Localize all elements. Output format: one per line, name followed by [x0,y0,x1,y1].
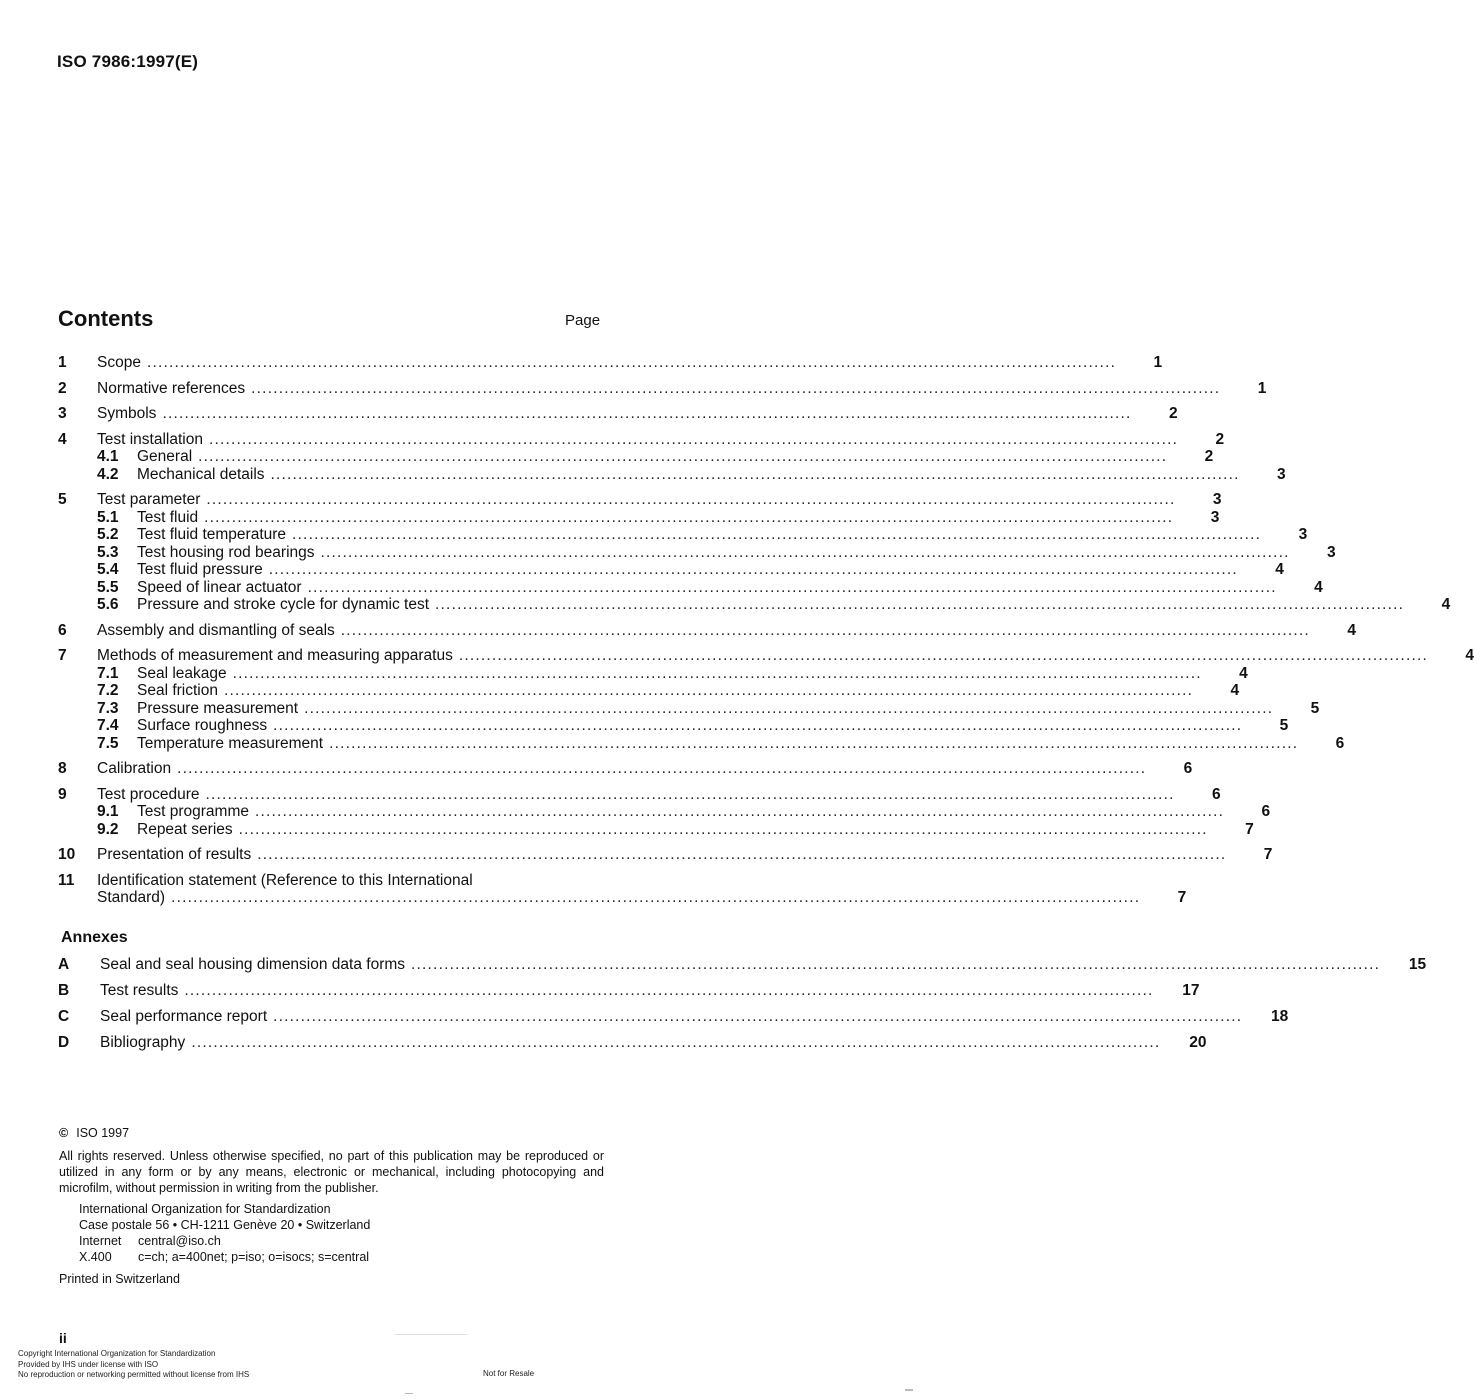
toc-subentry-title: Pressure and stroke cycle for dynamic test [137,596,430,613]
toc-entry-number: 2 [58,379,67,397]
toc-subentry-7-5[interactable] [58,734,1345,753]
toc-subentry-title: Test programme [137,803,249,820]
toc-subentry-5-5[interactable] [58,578,1323,597]
toc-subentry-number: 7.1 [97,664,119,682]
toc-entry-page: 4 [1347,621,1356,639]
toc-subentry-9-1[interactable] [58,803,1271,821]
toc-entry-6[interactable] [58,621,1356,640]
toc-subentry-title: Repeat series [137,820,233,838]
toc-subentry-page: 2 [1204,448,1214,465]
toc-subentry-number: 5.3 [97,543,119,561]
dot-leader [257,846,1226,864]
annex-title: Seal and seal housing dimension data forms [100,955,406,973]
toc-entry-title: Test procedure [97,785,200,803]
toc-entry-number: 7 [58,647,67,664]
toc-entry-title: Presentation of results [97,846,252,863]
annex-letter: D [58,1033,70,1051]
scan-artifact [405,1393,413,1394]
dot-leader [206,491,1175,509]
toc-subentry-4-2[interactable] [58,465,1286,484]
toc-entry-title-line1: Identification statement (Reference to this International [97,871,473,889]
toc-entry-2[interactable] [58,379,1267,398]
dot-leader [184,982,1153,1000]
toc-entry-title: Scope [97,354,141,371]
dot-leader [251,380,1220,398]
toc-entry-title: Test installation [97,430,203,448]
toc-subentry-number: 5.1 [97,508,119,526]
toc-entry-page: 1 [1153,354,1163,371]
annex-entry-d[interactable] [58,1033,1207,1052]
toc-subentry-number: 5.6 [97,596,119,613]
footer-line-3: No reproduction or networking permitted without license from IHS [18,1370,250,1379]
toc-subentry-number: 5.4 [97,561,119,578]
document-id: ISO 7986:1997(E) [57,52,199,71]
toc-entry-number: 10 [58,846,76,863]
toc-entry-number: 9 [58,785,67,803]
toc-subentry-page: 4 [1275,561,1284,578]
toc-subentry-title: Surface roughness [137,717,268,734]
annex-title: Test results [100,981,179,999]
toc-subentry-page: 4 [1314,578,1323,596]
printed-in: Printed in Switzerland [59,1272,180,1286]
dot-leader [209,431,1178,449]
toc-entry-page: 7 [1177,889,1187,906]
toc-subentry-page: 5 [1310,699,1320,717]
toc-subentry-title: General [137,448,193,465]
toc-entry-page: 6 [1212,785,1221,803]
annexes-heading: Annexes [61,928,128,946]
copyright-block [59,1125,604,1287]
annex-title: Seal performance report [100,1007,268,1025]
dot-leader [255,803,1224,821]
dot-leader [329,735,1298,753]
toc-subentry-number: 7.5 [97,734,119,752]
internet-value[interactable]: central@iso.ch [138,1234,221,1248]
toc-entry-number: 8 [58,760,67,777]
toc-subentry-page: 4 [1230,682,1240,699]
dot-leader [273,717,1242,735]
toc-subentry-page: 3 [1277,465,1286,483]
toc-entry-page: 6 [1183,760,1193,777]
toc-entry-page: 2 [1215,430,1225,448]
license-footer [18,1349,249,1381]
toc-subentry-page: 6 [1335,734,1345,752]
page-column-label: Page [565,312,601,329]
toc-entry-number: 6 [58,621,67,639]
dot-leader [162,405,1131,423]
dot-leader [308,579,1277,597]
dot-leader [304,700,1273,718]
toc-subentry-7-1[interactable] [58,664,1248,683]
copyright-line: ISO 1997 [76,1126,130,1140]
dot-leader [411,956,1380,974]
toc-subentry-title: Speed of linear actuator [137,578,302,596]
annex-letter: A [58,955,70,973]
toc-subentry-page: 3 [1327,543,1336,561]
toc-subentry-number: 5.5 [97,578,119,596]
toc-subentry-number: 7.3 [97,699,119,717]
toc-subentry-title: Pressure measurement [137,699,299,717]
toc-subentry-title: Test fluid [137,508,199,526]
annex-page: 18 [1271,1007,1289,1025]
dot-leader [224,682,1193,700]
toc-subentry-number: 7.4 [97,717,119,734]
toc-entry-3[interactable] [58,405,1178,423]
toc-entry-number: 3 [58,405,67,422]
dot-leader [204,509,1173,527]
toc-subentry-page: 3 [1298,526,1308,543]
toc-subentry-number: 9.2 [97,820,119,838]
toc-subentry-number: 9.1 [97,803,119,820]
toc-subentry-7-2[interactable] [58,682,1240,700]
toc-entry-9[interactable] [58,785,1271,839]
dot-leader [177,760,1146,778]
annex-page: 17 [1182,981,1200,999]
x400-label: X.400 [79,1250,112,1264]
toc-entry-title: Calibration [97,760,172,777]
toc-subentry-number: 5.2 [97,526,119,543]
dot-leader [147,354,1116,372]
dot-leader [459,647,1428,665]
dot-leader [435,596,1404,614]
toc-entry-number: 4 [58,430,67,448]
dot-leader [292,526,1261,544]
toc-entry-4[interactable] [58,430,1286,484]
toc-entry-title: Methods of measurement and measuring apparatus [97,647,453,664]
toc-subentry-page: 6 [1261,803,1271,820]
publisher-address [79,1201,604,1265]
toc-subentry-title: Seal friction [137,682,218,699]
toc-entries [58,354,1474,864]
toc-subentry-title: Test fluid pressure [137,561,263,578]
toc-entry-page: 7 [1263,846,1273,863]
scan-artifact [395,1334,467,1335]
toc-subentry-5-4[interactable] [58,561,1284,579]
toc-entry-number: 5 [58,491,67,508]
x400-value: c=ch; a=400net; p=iso; o=isocs; s=central [138,1250,370,1264]
toc-subentry-7-4[interactable] [58,717,1289,735]
toc-subentry-9-2[interactable] [58,820,1254,839]
annex-entry-a[interactable] [58,955,1427,974]
toc-subentry-page: 3 [1210,508,1220,526]
annex-title: Bibliography [100,1033,186,1051]
toc-entry-number: 11 [58,871,75,889]
toc-entry-5[interactable] [58,491,1451,614]
toc-entry-11[interactable] [58,871,1187,907]
not-for-resale: Not for Resale [483,1369,535,1378]
annex-letter: B [58,981,70,999]
footer-line-2: Provided by IHS under license with ISO [18,1359,159,1369]
toc-subentry-title: Test housing rod bearings [137,543,315,561]
toc-subentry-5-6[interactable] [58,596,1451,614]
annex-page: 15 [1408,955,1427,973]
toc-subentry-page: 4 [1239,664,1248,682]
dot-leader [198,448,1167,466]
toc-subentry-7-3[interactable] [58,699,1320,718]
toc-entry-title-line2: Standard) [97,889,166,906]
dot-leader [341,622,1310,640]
toc-subentry-number: 7.2 [97,682,119,699]
dot-leader [269,561,1238,579]
rights-statement: All rights reserved. Unless otherwise specified, no part of this publication may be reproduced or utilized in any form or by any means, electronic or mechanical, including photocopying and microfilm, without permission in writing from the publisher. [59,1149,604,1195]
publisher-org: International Organization for Standardization [79,1202,331,1216]
toc-subentry-number: 4.1 [97,448,119,465]
toc-subentry-title: Temperature measurement [137,734,324,752]
page-number: ii [59,1330,67,1346]
dot-leader [239,821,1208,839]
toc-entry-page: 3 [1212,491,1222,508]
toc-subentry-number: 4.2 [97,465,119,483]
annex-entry-c[interactable] [58,1007,1289,1026]
internet-label: Internet [79,1234,122,1248]
toc-entry-title: Assembly and dismantling of seals [97,621,335,639]
dot-leader [271,466,1240,484]
toc-subentry-title: Mechanical details [137,465,265,483]
dot-leader [233,665,1202,683]
toc-entry-page: 4 [1465,647,1474,664]
dot-leader [191,1034,1160,1052]
toc-entry-title: Symbols [97,405,157,422]
dot-leader [206,786,1175,804]
dot-leader [171,889,1140,907]
scan-artifact [905,1389,913,1391]
toc-subentry-5-1[interactable] [58,508,1220,527]
toc-entry-page: 2 [1168,405,1178,422]
toc-subentry-title: Seal leakage [137,664,227,682]
copyright-icon: © [59,1126,69,1140]
toc-entry-page: 1 [1257,379,1267,397]
toc-entry-1[interactable] [58,354,1163,372]
toc-entry-title: Test parameter [97,491,201,508]
toc-subentry-5-2[interactable] [58,526,1308,544]
toc-subentry-4-1[interactable] [58,448,1214,466]
footer-line-1: Copyright International Organization for Standardization [18,1349,216,1358]
annex-letter: C [58,1007,70,1025]
toc-entry-title: Normative references [97,379,246,397]
dot-leader [321,544,1290,562]
annex-entry-b[interactable] [58,981,1200,1000]
annex-list [58,955,1427,1052]
toc-entry-7[interactable] [58,647,1474,752]
toc-entry-10[interactable] [58,846,1273,864]
publisher-postal: Case postale 56 • CH-1211 Genève 20 • Switzerland [79,1218,371,1232]
toc-subentry-page: 4 [1441,596,1451,613]
table-of-contents [58,354,1474,1060]
toc-subentry-title: Test fluid temperature [137,526,287,543]
toc-entry-8[interactable] [58,760,1193,778]
annex-page: 20 [1189,1033,1207,1051]
toc-subentry-5-3[interactable] [58,543,1336,562]
toc-subentry-page: 7 [1245,820,1254,838]
toc-entry-number: 1 [58,354,67,371]
contents-title: Contents [58,306,154,331]
dot-leader [273,1008,1242,1026]
toc-subentry-page: 5 [1279,717,1289,734]
